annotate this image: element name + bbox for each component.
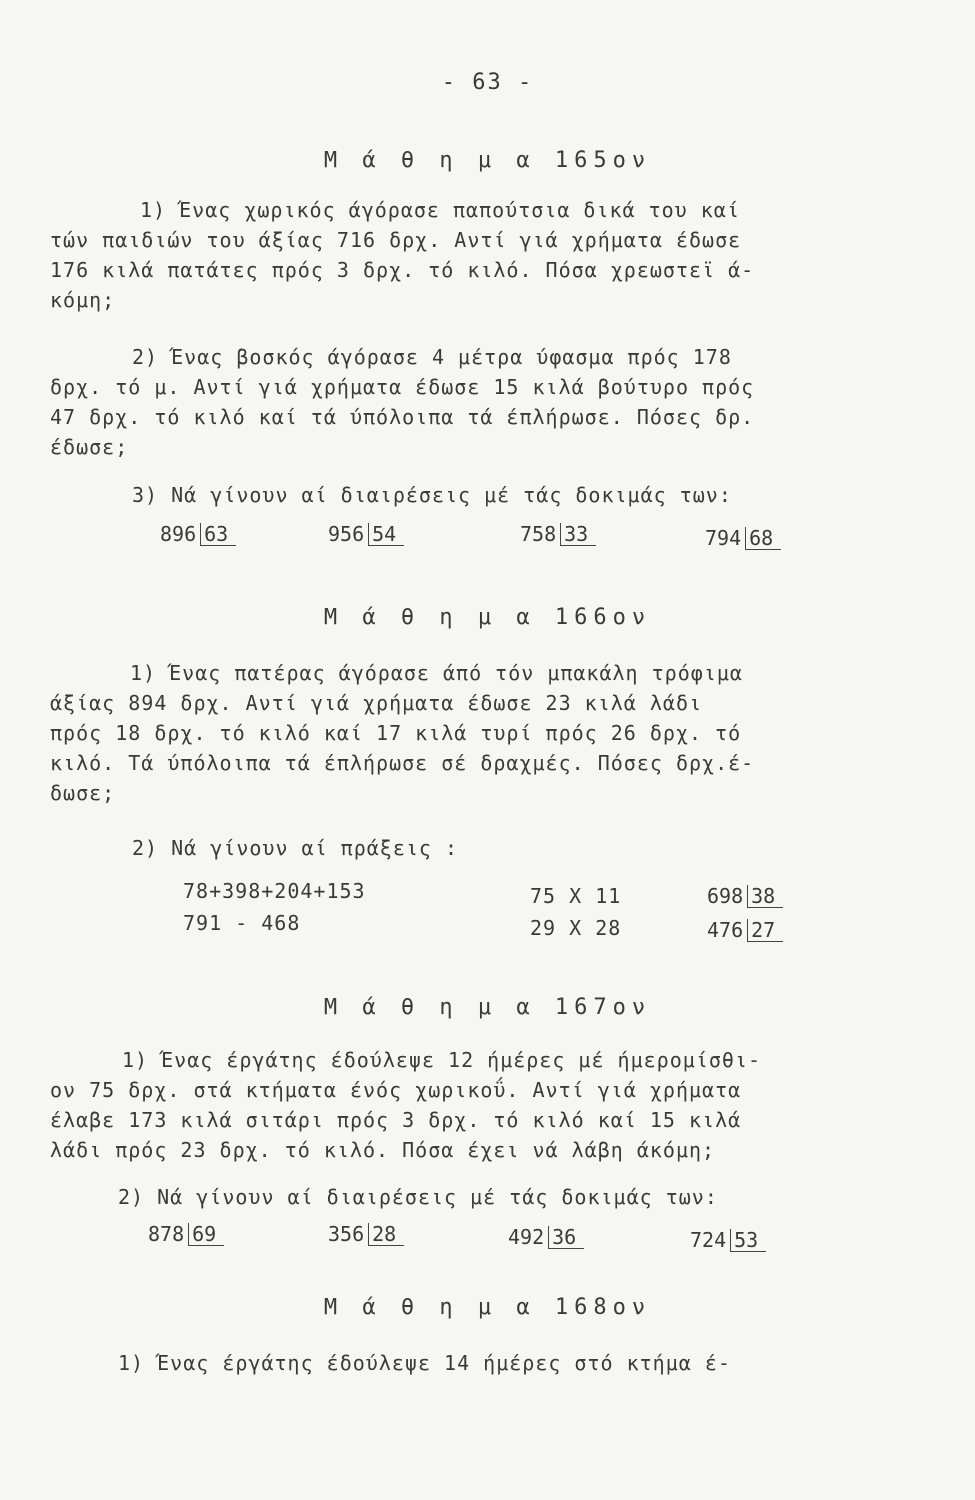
operations-middle — [530, 880, 621, 944]
division-problem — [148, 1222, 224, 1246]
operation: 75 X 11 — [530, 884, 622, 908]
lesson-167-problem-2 — [50, 1182, 880, 1212]
divisor: 53 — [730, 1229, 766, 1252]
divisor: 28 — [368, 1223, 404, 1246]
dividend: 896 — [160, 522, 197, 546]
lesson-167-title: Μ ά θ η μ α 167ον — [323, 995, 652, 1020]
operation: 791 - 468 — [183, 911, 301, 935]
operations-left — [183, 875, 366, 939]
divisor: 54 — [368, 523, 404, 546]
text-line: 1) Ένας έργάτης έδούλεψε 14 ήμέρες στό κτήμα έ- — [118, 1351, 731, 1375]
lesson-167-problem-1 — [50, 1045, 880, 1165]
division-problem — [707, 884, 783, 908]
text-line: δρχ. τό μ. Αντί γιά χρήματα έδωσε 15 κιλά βούτυρο πρός — [50, 375, 755, 399]
division-problem — [508, 1225, 584, 1249]
division-problem — [328, 1222, 404, 1246]
dividend: 492 — [508, 1225, 545, 1249]
text-line: 2) Νά γίνουν αί διαιρέσεις μέ τάς δοκιμάς των: — [118, 1185, 718, 1209]
dividend: 724 — [690, 1228, 727, 1252]
text-line: 2) Νά γίνουν αί πράξεις : — [132, 836, 459, 860]
text-line: λάδι πρός 23 δρχ. τό κιλό. Πόσα έχει νά λάβη άκόμη; — [50, 1138, 716, 1162]
text-line: άξίας 894 δρχ. Αντί γιά χρήματα έδωσε 23 κιλά λάδι — [50, 691, 703, 715]
divisor: 68 — [745, 527, 781, 550]
text-line: έδωσε; — [50, 435, 129, 459]
text-line: κιλό. Τά ύπόλοιπα τά έπλήρωσε σέ δραχμές. Πόσες δρχ.έ- — [50, 751, 755, 775]
text-line: κόμη; — [50, 288, 116, 312]
division-problem — [520, 522, 596, 546]
lesson-166-problem-2 — [50, 833, 880, 863]
dividend: 356 — [328, 1222, 365, 1246]
divisor: 69 — [188, 1223, 224, 1246]
dividend: 698 — [707, 884, 744, 908]
dividend: 878 — [148, 1222, 185, 1246]
text-line: 3) Νά γίνουν αί διαιρέσεις μέ τάς δοκιμάς των: — [132, 483, 732, 507]
divisor: 36 — [548, 1226, 584, 1249]
lesson-165-problem-3 — [50, 480, 880, 510]
text-line: έλαβε 173 κιλά σιτάρι πρός 3 δρχ. τό κιλό καί 15 κιλά — [50, 1108, 742, 1132]
lesson-166-problem-1 — [50, 658, 880, 808]
text-line: ον 75 δρχ. στά κτήματα ένός χωρικοΰ. Αντί γιά χρήματα — [50, 1078, 742, 1102]
dividend: 794 — [705, 526, 742, 550]
page-number: - 63 - — [441, 70, 534, 95]
operation: 78+398+204+153 — [183, 879, 366, 903]
text-line: 47 δρχ. τό κιλό καί τά ύπόλοιπα τά έπλήρωσε. Πόσες δρ. — [50, 405, 755, 429]
text-line: δωσε; — [50, 781, 116, 805]
operation: 29 X 28 — [530, 916, 622, 940]
lesson-165-title: Μ ά θ η μ α 165ον — [323, 148, 652, 173]
lesson-168-title: Μ ά θ η μ α 168ον — [323, 1295, 652, 1320]
text-line: 2) Ένας βοσκός άγόρασε 4 μέτρα ύφασμα πρός 178 — [132, 345, 732, 369]
division-problem — [707, 918, 783, 942]
lesson-165-problem-1 — [50, 195, 880, 315]
lesson-166-title: Μ ά θ η μ α 166ον — [323, 605, 652, 630]
lesson-165-problem-2 — [50, 342, 880, 462]
dividend: 758 — [520, 522, 557, 546]
text-line: 1) Ένας πατέρας άγόρασε άπό τόν μπακάλη τρόφιμα — [130, 661, 743, 685]
division-problem — [160, 522, 236, 546]
division-problem — [705, 526, 781, 550]
divisor: 33 — [560, 523, 596, 546]
text-line: 1) Ένας χωρικός άγόρασε παπούτσια δικά του καί — [140, 198, 740, 222]
division-problem — [690, 1228, 766, 1252]
divisor: 63 — [200, 523, 236, 546]
text-line: τών παιδιών του άξίας 716 δρχ. Αντί γιά χρήματα έδωσε — [50, 228, 742, 252]
divisor: 27 — [747, 919, 783, 942]
lesson-168-problem-1 — [50, 1348, 880, 1378]
text-line: 176 κιλά πατάτες πρός 3 δρχ. τό κιλό. Πόσα χρεωστεϊ ά- — [50, 258, 755, 282]
divisor: 38 — [747, 885, 783, 908]
division-problem — [328, 522, 404, 546]
text-line: 1) Ένας έργάτης έδούλεψε 12 ήμέρες μέ ήμερομίσθι- — [122, 1048, 762, 1072]
dividend: 956 — [328, 522, 365, 546]
text-line: πρός 18 δρχ. τό κιλό καί 17 κιλά τυρί πρός 26 δρχ. τό — [50, 721, 742, 745]
dividend: 476 — [707, 918, 744, 942]
